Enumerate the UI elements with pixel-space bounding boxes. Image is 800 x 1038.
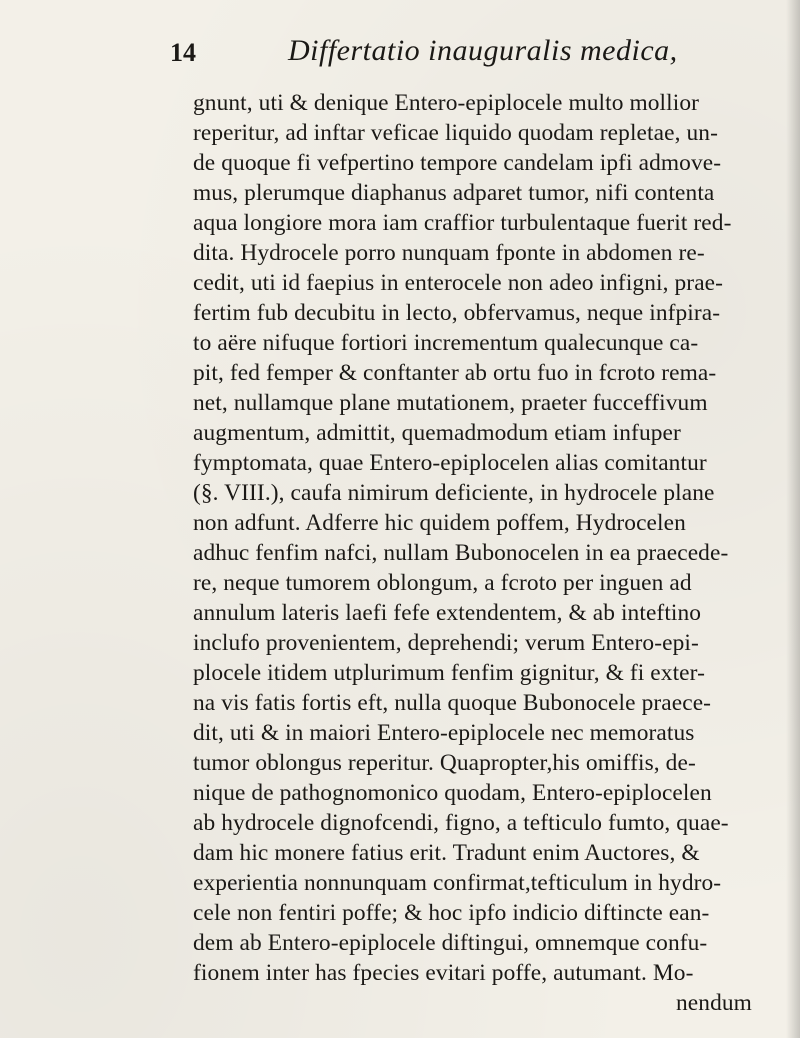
text-line: (§. VIII.), caufa nimirum deficiente, in hydrocele plane <box>193 480 715 506</box>
text-line: fymptomata, quae Entero-epiplocelen alias comitantur <box>193 450 707 476</box>
text-line: inclufo provenientem, deprehendi; verum Entero-epi- <box>193 630 699 656</box>
text-line: to aëre nifuque fortiori incrementum qualecunque ca- <box>193 330 699 356</box>
text-line: mus, plerumque diaphanus adparet tumor, nifi contenta <box>193 180 715 206</box>
text-line: gnunt, uti & denique Entero-epiplocele multo mollior <box>193 90 700 116</box>
text-line: augmentum, admittit, quemadmodum etiam infuper <box>193 420 681 446</box>
text-line: net, nullamque plane mutationem, praeter fucceffivum <box>193 390 708 416</box>
page-edge-shadow <box>786 0 800 1038</box>
text-line: pit, fed femper & conftanter ab ortu fuo in fcroto rema- <box>193 360 717 386</box>
text-line: ab hydrocele dignofcendi, figno, a tefticulo fumto, quae- <box>193 810 729 836</box>
text-line: adhuc fenfim nafci, nullam Bubonocelen in ea praecede- <box>193 540 729 566</box>
text-line: de quoque fi vefpertino tempore candelam ipfi admove- <box>193 150 722 176</box>
text-line: fertim fub decubitu in lecto, obfervamus, neque infpira- <box>193 300 721 326</box>
text-line: non adfunt. Adferre hic quidem poffem, Hydrocelen <box>193 510 686 536</box>
text-line: aqua longiore mora iam craffior turbulentaque fuerit red- <box>193 210 732 236</box>
text-line: tumor oblongus reperitur. Quapropter,his omiffis, de- <box>193 750 696 776</box>
page-number: 14 <box>170 38 196 67</box>
text-line: na vis fatis fortis eft, nulla quoque Bubonocele praece- <box>193 690 712 716</box>
text-line: dam hic monere fatius erit. Tradunt enim Auctores, & <box>193 840 700 866</box>
text-line: dem ab Entero-epiplocele diftingui, omnemque confu- <box>193 930 708 956</box>
text-line: cedit, uti id faepius in enterocele non adeo infigni, prae- <box>193 270 724 296</box>
text-line: fionem inter has fpecies evitari poffe, autumant. Mo- <box>193 960 694 986</box>
text-line: annulum lateris laefi fefe extendentem, & ab inteftino <box>193 600 702 626</box>
catchword: nendum <box>676 990 752 1016</box>
text-line: dita. Hydrocele porro nunquam fponte in abdomen re- <box>193 240 705 266</box>
text-line: dit, uti & in maiori Entero-epiplocele nec memoratus <box>193 720 695 746</box>
text-line: experientia nonnunquam confirmat,tefticulum in hydro- <box>193 870 722 896</box>
text-line: plocele itidem utplurimum fenfim gignitur, & fi exter- <box>193 660 705 686</box>
text-line: nique de pathognomonico quodam, Entero-epiplocelen <box>193 780 712 806</box>
text-line: cele non fentiri poffe; & hoc ipfo indicio diftincte ean- <box>193 900 710 926</box>
text-line: reperitur, ad inftar veficae liquido quodam repletae, un- <box>193 120 718 146</box>
text-line: re, neque tumorem oblongum, a fcroto per inguen ad <box>193 570 692 596</box>
running-head: Differtatio inauguralis medica, <box>288 34 678 67</box>
page-header <box>170 34 690 74</box>
